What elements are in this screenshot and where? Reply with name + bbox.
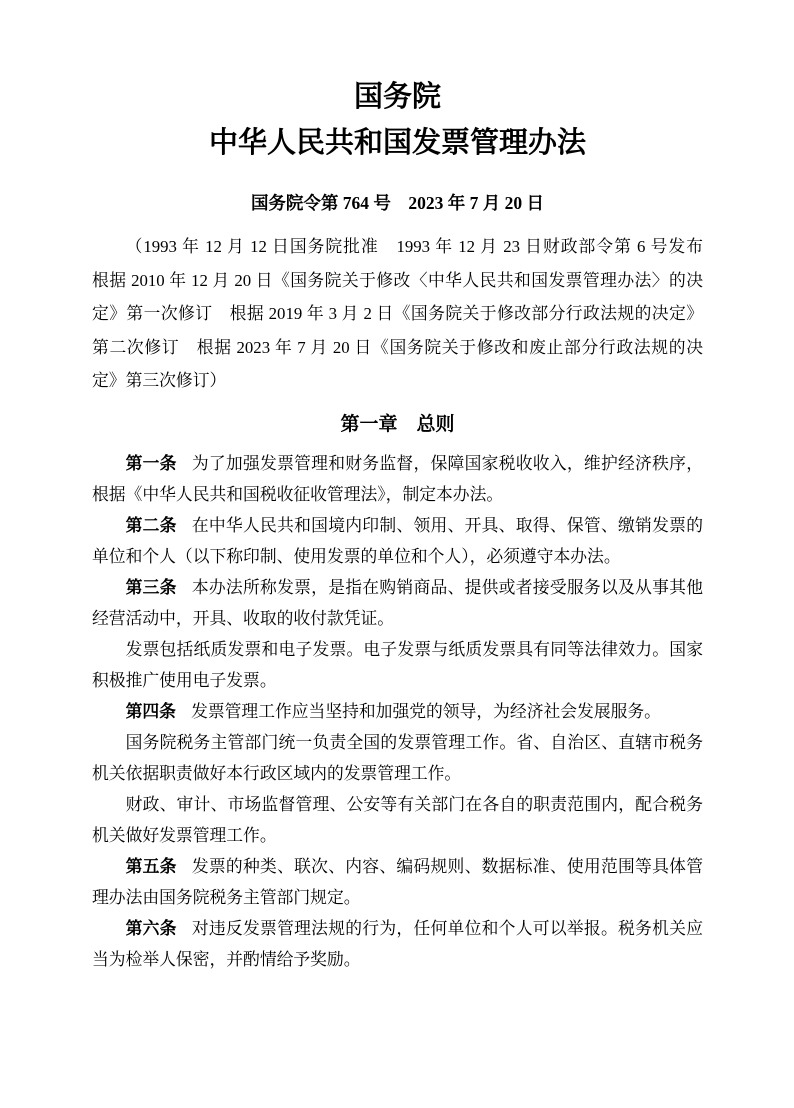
chapter-heading: 第一章 总则 bbox=[340, 413, 455, 435]
article-paragraph bbox=[92, 634, 703, 696]
article-label: 第一条 bbox=[125, 453, 177, 473]
article-text: 为了加强发票管理和财务监督，保障国家税收收入，维护经济秩序，根据《中华人民共和国税收征收管理法》，制定本办法。 bbox=[92, 453, 703, 504]
document-title bbox=[92, 74, 703, 166]
article-label: 第二条 bbox=[125, 515, 177, 535]
article-paragraph bbox=[92, 727, 703, 789]
article-text: 对违反发票管理法规的行为，任何单位和个人可以举报。税务机关应当为检举人保密，并酌情给予奖励。 bbox=[92, 918, 703, 969]
article-label: 第三条 bbox=[125, 577, 177, 597]
revision-note: （1993 年 12 月 12 日国务院批准 1993 年 12 月 23 日财政部令第 6 号发布 根据 2010 年 12 月 20 日《国务院关于修改〈中华人民共和国发票管理办法〉的决定》第一次修订 根据 2019 年 3 月 2 日《国务院关于修改部分行政法规的决定》第二次修订 根据 2023 年 7 月 20 日《国务院关于修改和废止部分行政法规的决定》第三次修订） bbox=[92, 237, 720, 390]
document-title-line-2: 中华人民共和国发票管理办法 bbox=[208, 127, 586, 159]
article-label: 第五条 bbox=[125, 856, 177, 876]
article-text: 发票管理工作应当坚持和加强党的领导，为经济社会发展服务。 bbox=[191, 701, 661, 721]
article-text: 发票包括纸质发票和电子发票。电子发票与纸质发票具有同等法律效力。国家积极推广使用电子发票。 bbox=[92, 639, 703, 690]
article-label: 第六条 bbox=[125, 918, 177, 938]
article-paragraph bbox=[92, 913, 703, 975]
article-paragraph bbox=[92, 572, 703, 634]
decree-line: 国务院令第 764 号 2023 年 7 月 20 日 bbox=[250, 193, 545, 213]
article-paragraph bbox=[92, 851, 703, 913]
article-paragraph bbox=[92, 510, 703, 572]
article-text: 在中华人民共和国境内印制、领用、开具、取得、保管、缴销发票的单位和个人（以下称印制、使用发票的单位和个人），必须遵守本办法。 bbox=[92, 515, 703, 566]
article-text: 国务院税务主管部门统一负责全国的发票管理工作。省、自治区、直辖市税务机关依据职责做好本行政区域内的发票管理工作。 bbox=[92, 732, 703, 783]
articles-section bbox=[92, 448, 703, 975]
document-title-line-1: 国务院 bbox=[353, 81, 441, 113]
article-text: 本办法所称发票，是指在购销商品、提供或者接受服务以及从事其他经营活动中，开具、收取的收付款凭证。 bbox=[92, 577, 703, 628]
article-paragraph bbox=[92, 696, 703, 727]
article-paragraph bbox=[92, 448, 703, 510]
article-paragraph bbox=[92, 789, 703, 851]
article-text: 发票的种类、联次、内容、编码规则、数据标准、使用范围等具体管理办法由国务院税务主管部门规定。 bbox=[92, 856, 703, 907]
article-text: 财政、审计、市场监督管理、公安等有关部门在各自的职责范围内，配合税务机关做好发票管理工作。 bbox=[92, 794, 703, 845]
article-label: 第四条 bbox=[125, 701, 176, 721]
